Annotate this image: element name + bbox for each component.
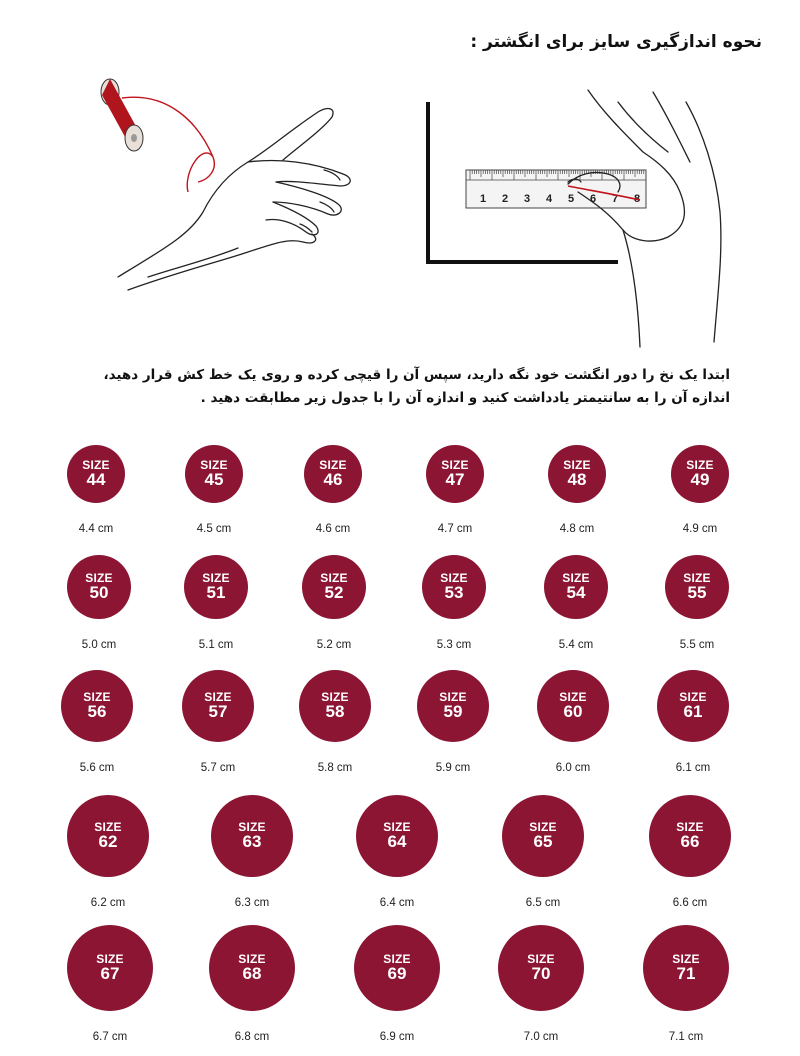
size-item bbox=[166, 555, 266, 651]
size-number: 62 bbox=[98, 832, 118, 851]
size-number: 45 bbox=[204, 470, 224, 489]
size-item bbox=[46, 445, 146, 535]
size-circle bbox=[671, 445, 729, 503]
size-item bbox=[60, 925, 160, 1043]
page-title: نحوه اندازگیری سایز برای انگشتر : bbox=[470, 32, 762, 52]
size-item bbox=[491, 925, 591, 1043]
size-cm: 4.5 cm bbox=[196, 523, 232, 535]
size-item bbox=[168, 670, 268, 774]
ruler-tick-label: 8 bbox=[633, 193, 641, 205]
size-label: SIZE bbox=[94, 820, 122, 834]
size-number: 47 bbox=[445, 470, 465, 489]
size-circle bbox=[211, 795, 293, 877]
size-item bbox=[58, 795, 158, 909]
size-circle bbox=[502, 795, 584, 877]
size-circle bbox=[209, 925, 295, 1011]
size-label: SIZE bbox=[679, 690, 707, 704]
size-cm: 5.9 cm bbox=[435, 762, 471, 774]
size-number: 51 bbox=[206, 583, 226, 602]
size-cm: 4.6 cm bbox=[315, 523, 351, 535]
size-cm: 4.7 cm bbox=[437, 523, 473, 535]
size-number: 63 bbox=[242, 832, 262, 851]
size-circle bbox=[67, 925, 153, 1011]
size-item bbox=[404, 555, 504, 651]
size-cm: 6.0 cm bbox=[555, 762, 591, 774]
size-label: SIZE bbox=[321, 690, 349, 704]
ruler-measure-illustration bbox=[418, 62, 738, 352]
size-label: SIZE bbox=[686, 458, 714, 472]
size-circle bbox=[498, 925, 584, 1011]
size-label: SIZE bbox=[672, 952, 700, 966]
size-number: 66 bbox=[680, 832, 700, 851]
size-cm: 5.6 cm bbox=[79, 762, 115, 774]
size-label: SIZE bbox=[96, 952, 124, 966]
size-label: SIZE bbox=[562, 571, 590, 585]
ruler-tick-label: 7 bbox=[611, 193, 619, 205]
size-number: 61 bbox=[683, 702, 703, 721]
thread-hand-illustration bbox=[88, 62, 378, 302]
size-cm: 6.2 cm bbox=[90, 897, 126, 909]
size-number: 56 bbox=[87, 702, 107, 721]
size-number: 55 bbox=[687, 583, 707, 602]
size-cm: 4.9 cm bbox=[682, 523, 718, 535]
size-item bbox=[347, 925, 447, 1043]
size-circle bbox=[185, 445, 243, 503]
size-number: 54 bbox=[566, 583, 586, 602]
size-label: SIZE bbox=[383, 820, 411, 834]
size-number: 53 bbox=[444, 583, 464, 602]
size-number: 60 bbox=[563, 702, 583, 721]
size-item bbox=[202, 795, 302, 909]
ruler-tick-label: 3 bbox=[523, 193, 531, 205]
size-cm: 6.7 cm bbox=[92, 1031, 128, 1043]
size-label: SIZE bbox=[83, 690, 111, 704]
size-label: SIZE bbox=[440, 571, 468, 585]
size-label: SIZE bbox=[202, 571, 230, 585]
size-cm: 7.1 cm bbox=[668, 1031, 704, 1043]
size-label: SIZE bbox=[204, 690, 232, 704]
size-item bbox=[285, 670, 385, 774]
size-label: SIZE bbox=[676, 820, 704, 834]
size-number: 48 bbox=[567, 470, 587, 489]
size-number: 52 bbox=[324, 583, 344, 602]
size-circle bbox=[356, 795, 438, 877]
size-cm: 5.8 cm bbox=[317, 762, 353, 774]
size-circle bbox=[304, 445, 362, 503]
size-cm: 6.8 cm bbox=[234, 1031, 270, 1043]
size-cm: 6.9 cm bbox=[379, 1031, 415, 1043]
size-circle bbox=[422, 555, 486, 619]
size-circle bbox=[299, 670, 371, 742]
size-cm: 6.3 cm bbox=[234, 897, 270, 909]
ruler-tick-label: 4 bbox=[545, 193, 553, 205]
size-cm: 5.3 cm bbox=[436, 639, 472, 651]
size-item bbox=[202, 925, 302, 1043]
size-number: 67 bbox=[100, 964, 120, 983]
size-cm: 5.1 cm bbox=[198, 639, 234, 651]
size-circle bbox=[67, 445, 125, 503]
size-cm: 5.2 cm bbox=[316, 639, 352, 651]
size-label: SIZE bbox=[383, 952, 411, 966]
size-item bbox=[643, 670, 743, 774]
size-item bbox=[640, 795, 740, 909]
size-item bbox=[527, 445, 627, 535]
instructions-text: ابتدا یک نخ را دور انگشت خود نگه دارید، سپس آن را قیچی کرده و روی یک خط کش قرار دهید، اندازه آن را به سانتیمتر یادداشت کنید و اندازه آن را با جدول زیر مطابقت دهید . bbox=[103, 367, 730, 406]
size-item bbox=[523, 670, 623, 774]
size-circle bbox=[302, 555, 366, 619]
size-circle bbox=[354, 925, 440, 1011]
size-label: SIZE bbox=[563, 458, 591, 472]
size-item bbox=[405, 445, 505, 535]
size-number: 58 bbox=[325, 702, 345, 721]
size-number: 70 bbox=[531, 964, 551, 983]
size-number: 68 bbox=[242, 964, 262, 983]
size-label: SIZE bbox=[527, 952, 555, 966]
size-cm: 6.5 cm bbox=[525, 897, 561, 909]
size-cm: 5.5 cm bbox=[679, 639, 715, 651]
size-cm: 6.1 cm bbox=[675, 762, 711, 774]
size-item bbox=[283, 445, 383, 535]
size-label: SIZE bbox=[200, 458, 228, 472]
size-label: SIZE bbox=[529, 820, 557, 834]
size-cm: 7.0 cm bbox=[523, 1031, 559, 1043]
size-circle bbox=[643, 925, 729, 1011]
size-circle bbox=[417, 670, 489, 742]
ruler-tick-label: 1 bbox=[479, 193, 487, 205]
size-item bbox=[650, 445, 750, 535]
spool-icon bbox=[101, 79, 143, 151]
ruler-tick-label: 2 bbox=[501, 193, 509, 205]
size-circle bbox=[537, 670, 609, 742]
size-item bbox=[647, 555, 747, 651]
size-number: 44 bbox=[86, 470, 106, 489]
size-circle bbox=[67, 555, 131, 619]
size-circle bbox=[544, 555, 608, 619]
size-cm: 4.4 cm bbox=[78, 523, 114, 535]
size-number: 57 bbox=[208, 702, 228, 721]
size-label: SIZE bbox=[439, 690, 467, 704]
size-cm: 5.4 cm bbox=[558, 639, 594, 651]
size-number: 65 bbox=[533, 832, 553, 851]
ruler-tick-label: 5 bbox=[567, 193, 575, 205]
size-item bbox=[164, 445, 264, 535]
size-label: SIZE bbox=[85, 571, 113, 585]
size-number: 49 bbox=[690, 470, 710, 489]
size-circle bbox=[548, 445, 606, 503]
size-label: SIZE bbox=[559, 690, 587, 704]
size-circle bbox=[649, 795, 731, 877]
ruler-tick-label: 6 bbox=[589, 193, 597, 205]
size-circle bbox=[665, 555, 729, 619]
size-item bbox=[49, 555, 149, 651]
size-item bbox=[347, 795, 447, 909]
size-label: SIZE bbox=[238, 820, 266, 834]
size-circle bbox=[67, 795, 149, 877]
size-item bbox=[526, 555, 626, 651]
size-number: 50 bbox=[89, 583, 109, 602]
size-cm: 6.6 cm bbox=[672, 897, 708, 909]
size-number: 69 bbox=[387, 964, 407, 983]
size-label: SIZE bbox=[82, 458, 110, 472]
size-circle bbox=[182, 670, 254, 742]
size-cm: 5.7 cm bbox=[200, 762, 236, 774]
size-item bbox=[403, 670, 503, 774]
size-cm: 6.4 cm bbox=[379, 897, 415, 909]
size-circle bbox=[184, 555, 248, 619]
size-label: SIZE bbox=[238, 952, 266, 966]
size-number: 46 bbox=[323, 470, 343, 489]
size-label: SIZE bbox=[319, 458, 347, 472]
size-item bbox=[47, 670, 147, 774]
size-circle bbox=[657, 670, 729, 742]
size-circle bbox=[61, 670, 133, 742]
size-cm: 5.0 cm bbox=[81, 639, 117, 651]
size-number: 71 bbox=[676, 964, 696, 983]
size-label: SIZE bbox=[683, 571, 711, 585]
size-item bbox=[636, 925, 736, 1043]
size-item bbox=[284, 555, 384, 651]
size-circle bbox=[426, 445, 484, 503]
size-number: 59 bbox=[443, 702, 463, 721]
size-label: SIZE bbox=[320, 571, 348, 585]
size-label: SIZE bbox=[441, 458, 469, 472]
size-number: 64 bbox=[387, 832, 407, 851]
size-cm: 4.8 cm bbox=[559, 523, 595, 535]
size-item bbox=[493, 795, 593, 909]
